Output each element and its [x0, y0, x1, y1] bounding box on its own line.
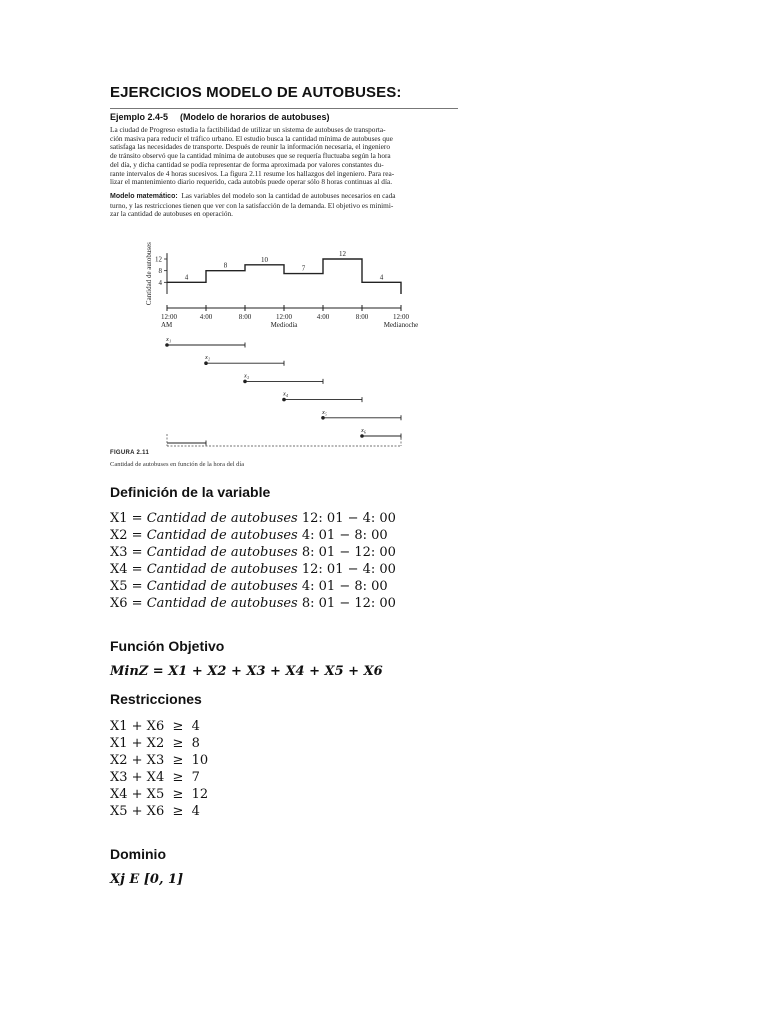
- x-tick-label: 12:00: [276, 313, 292, 321]
- y-tick-label: 12: [155, 255, 162, 264]
- constraint-item: X1 + X2 ≥ 8: [110, 736, 200, 751]
- example-label: Ejemplo 2.4-5: [110, 112, 169, 122]
- variable-description: Cantidad de autobuses: [146, 596, 298, 611]
- variable-item: [110, 578, 396, 595]
- segment-value-label: 8: [223, 261, 228, 270]
- segment-value-label: 7: [301, 264, 306, 273]
- variable-symbol: X5: [110, 579, 128, 594]
- constraint-item: X1 + X6 ≥ 4: [110, 719, 200, 734]
- variable-item: [110, 595, 396, 612]
- time-range: 8: 01 − 12: 00: [301, 545, 396, 560]
- time-range: 12: 01 − 4: 00: [301, 562, 396, 577]
- variable-symbol: X3: [110, 545, 128, 560]
- variable-item: [110, 510, 396, 527]
- variable-item: [110, 561, 396, 578]
- variable-symbol: X6: [110, 596, 128, 611]
- variable-symbol: X4: [110, 562, 128, 577]
- variable-list: [110, 510, 396, 612]
- figure-caption: Cantidad de autobuses en función de la hora del día: [110, 461, 245, 468]
- equals-sign: =: [127, 579, 147, 594]
- model-label: Modelo matemático:: [110, 192, 178, 200]
- domain-heading: Dominio: [110, 846, 166, 862]
- y-tick-label: 8: [158, 267, 162, 276]
- equals-sign: =: [127, 528, 147, 543]
- y-tick-label: 4: [158, 278, 162, 287]
- variable-description: Cantidad de autobuses: [146, 528, 298, 543]
- objective-heading: Función Objetivo: [110, 638, 225, 654]
- time-range: 4: 01 − 8: 00: [301, 579, 388, 594]
- constraint-item: X4 + X5 ≥ 12: [110, 787, 209, 802]
- shift-label: x₁: [166, 336, 172, 343]
- time-range: 4: 01 − 8: 00: [301, 528, 388, 543]
- x-tick-label: 8:00: [238, 313, 252, 321]
- x-tick-sublabel: Medianoche: [383, 321, 419, 329]
- segment-value-label: 10: [261, 255, 268, 264]
- x-tick-sublabel: Mediodía: [270, 321, 298, 329]
- example-paragraph: La ciudad de Progreso estudia la factibilidad de utilizar un sistema de autobuses de transporta- ción masiva para reducir el tráfico urbano. El estudio busca la cantidad mínima de autobuses que satisfaga las necesidades de transporte. Después de reunir la información necesaria, el ingeniero de tránsito observó que la cantidad mínima de autobuses que se requería fluctuaba según la hora del día, y dicha cantidad se podía representar de forma aproximada por valores constantes du- rante intervalos de 4 horas sucesivos. La figura 2.11 resume los hallazgos del ingeniero. Para rea- lizar el mantenimiento diario requerido, cada autobús puede operar sólo 8 horas continuas al día.: [110, 125, 395, 187]
- variable-item: [110, 544, 396, 561]
- variable-item: [110, 527, 396, 544]
- x-tick-label: 4:00: [199, 313, 213, 321]
- shift-label: x₃: [244, 372, 250, 380]
- variable-description: Cantidad de autobuses: [146, 579, 298, 594]
- segment-value-label: 4: [184, 273, 189, 282]
- time-range: 8: 01 − 12: 00: [301, 596, 396, 611]
- constraint-list: [110, 718, 208, 820]
- figure-label: FIGURA 2.11: [110, 450, 150, 456]
- variable-symbol: X1: [110, 511, 128, 526]
- objective-expression: MinZ = X1 + X2 + X3 + X4 + X5 + X6: [110, 664, 383, 679]
- shift-label: x₂: [205, 354, 211, 362]
- example-heading: [110, 112, 458, 122]
- example-title: (Modelo de horarios de autobuses): [180, 112, 330, 122]
- x-tick-label: 4:00: [316, 313, 330, 321]
- constraint-item: X2 + X3 ≥ 10: [110, 753, 209, 768]
- x-tick-label: 8:00: [355, 313, 369, 321]
- domain-expression: Xj E [0, 1]: [110, 872, 184, 887]
- x-tick-label: 12:00: [393, 313, 409, 321]
- time-range: 12: 01 − 4: 00: [301, 511, 396, 526]
- equals-sign: =: [127, 511, 147, 526]
- constraints-heading: Restricciones: [110, 691, 202, 707]
- equals-sign: =: [127, 596, 147, 611]
- shift-label: x₆: [361, 427, 367, 434]
- constraint-item: X5 + X6 ≥ 4: [110, 804, 200, 819]
- shift-label: x₅: [322, 408, 328, 416]
- bus-demand-chart: [110, 236, 460, 448]
- shift-label: x₄: [283, 390, 289, 398]
- model-text: Las variables del modelo son la cantidad de autobuses necesarios en cada turno, y las restricciones tienen que ver con la satisfacción de la demanda. El objetivo es minimi- zar la cantidad de autobuses en operación.: [110, 190, 396, 219]
- variable-symbol: X2: [110, 528, 128, 543]
- constraint-item: X3 + X4 ≥ 7: [110, 770, 200, 785]
- equals-sign: =: [127, 545, 147, 560]
- demand-step-line: [167, 259, 401, 294]
- figure-2-11: [110, 236, 460, 476]
- divider: [110, 108, 458, 109]
- book-excerpt: [110, 108, 458, 219]
- variables-heading: Definición de la variable: [110, 484, 271, 500]
- page-title: EJERCICIOS MODELO DE AUTOBUSES:: [110, 84, 402, 101]
- variable-description: Cantidad de autobuses: [146, 511, 298, 526]
- y-axis-label: Cantidad de autobuses: [145, 242, 153, 306]
- equals-sign: =: [127, 562, 147, 577]
- model-paragraph: [110, 192, 458, 219]
- segment-value-label: 12: [339, 250, 346, 258]
- variable-description: Cantidad de autobuses: [146, 562, 298, 577]
- x-tick-label: 12:00: [161, 313, 177, 321]
- x-tick-sublabel: AM: [161, 321, 173, 329]
- variable-description: Cantidad de autobuses: [146, 545, 298, 560]
- segment-value-label: 4: [379, 273, 384, 282]
